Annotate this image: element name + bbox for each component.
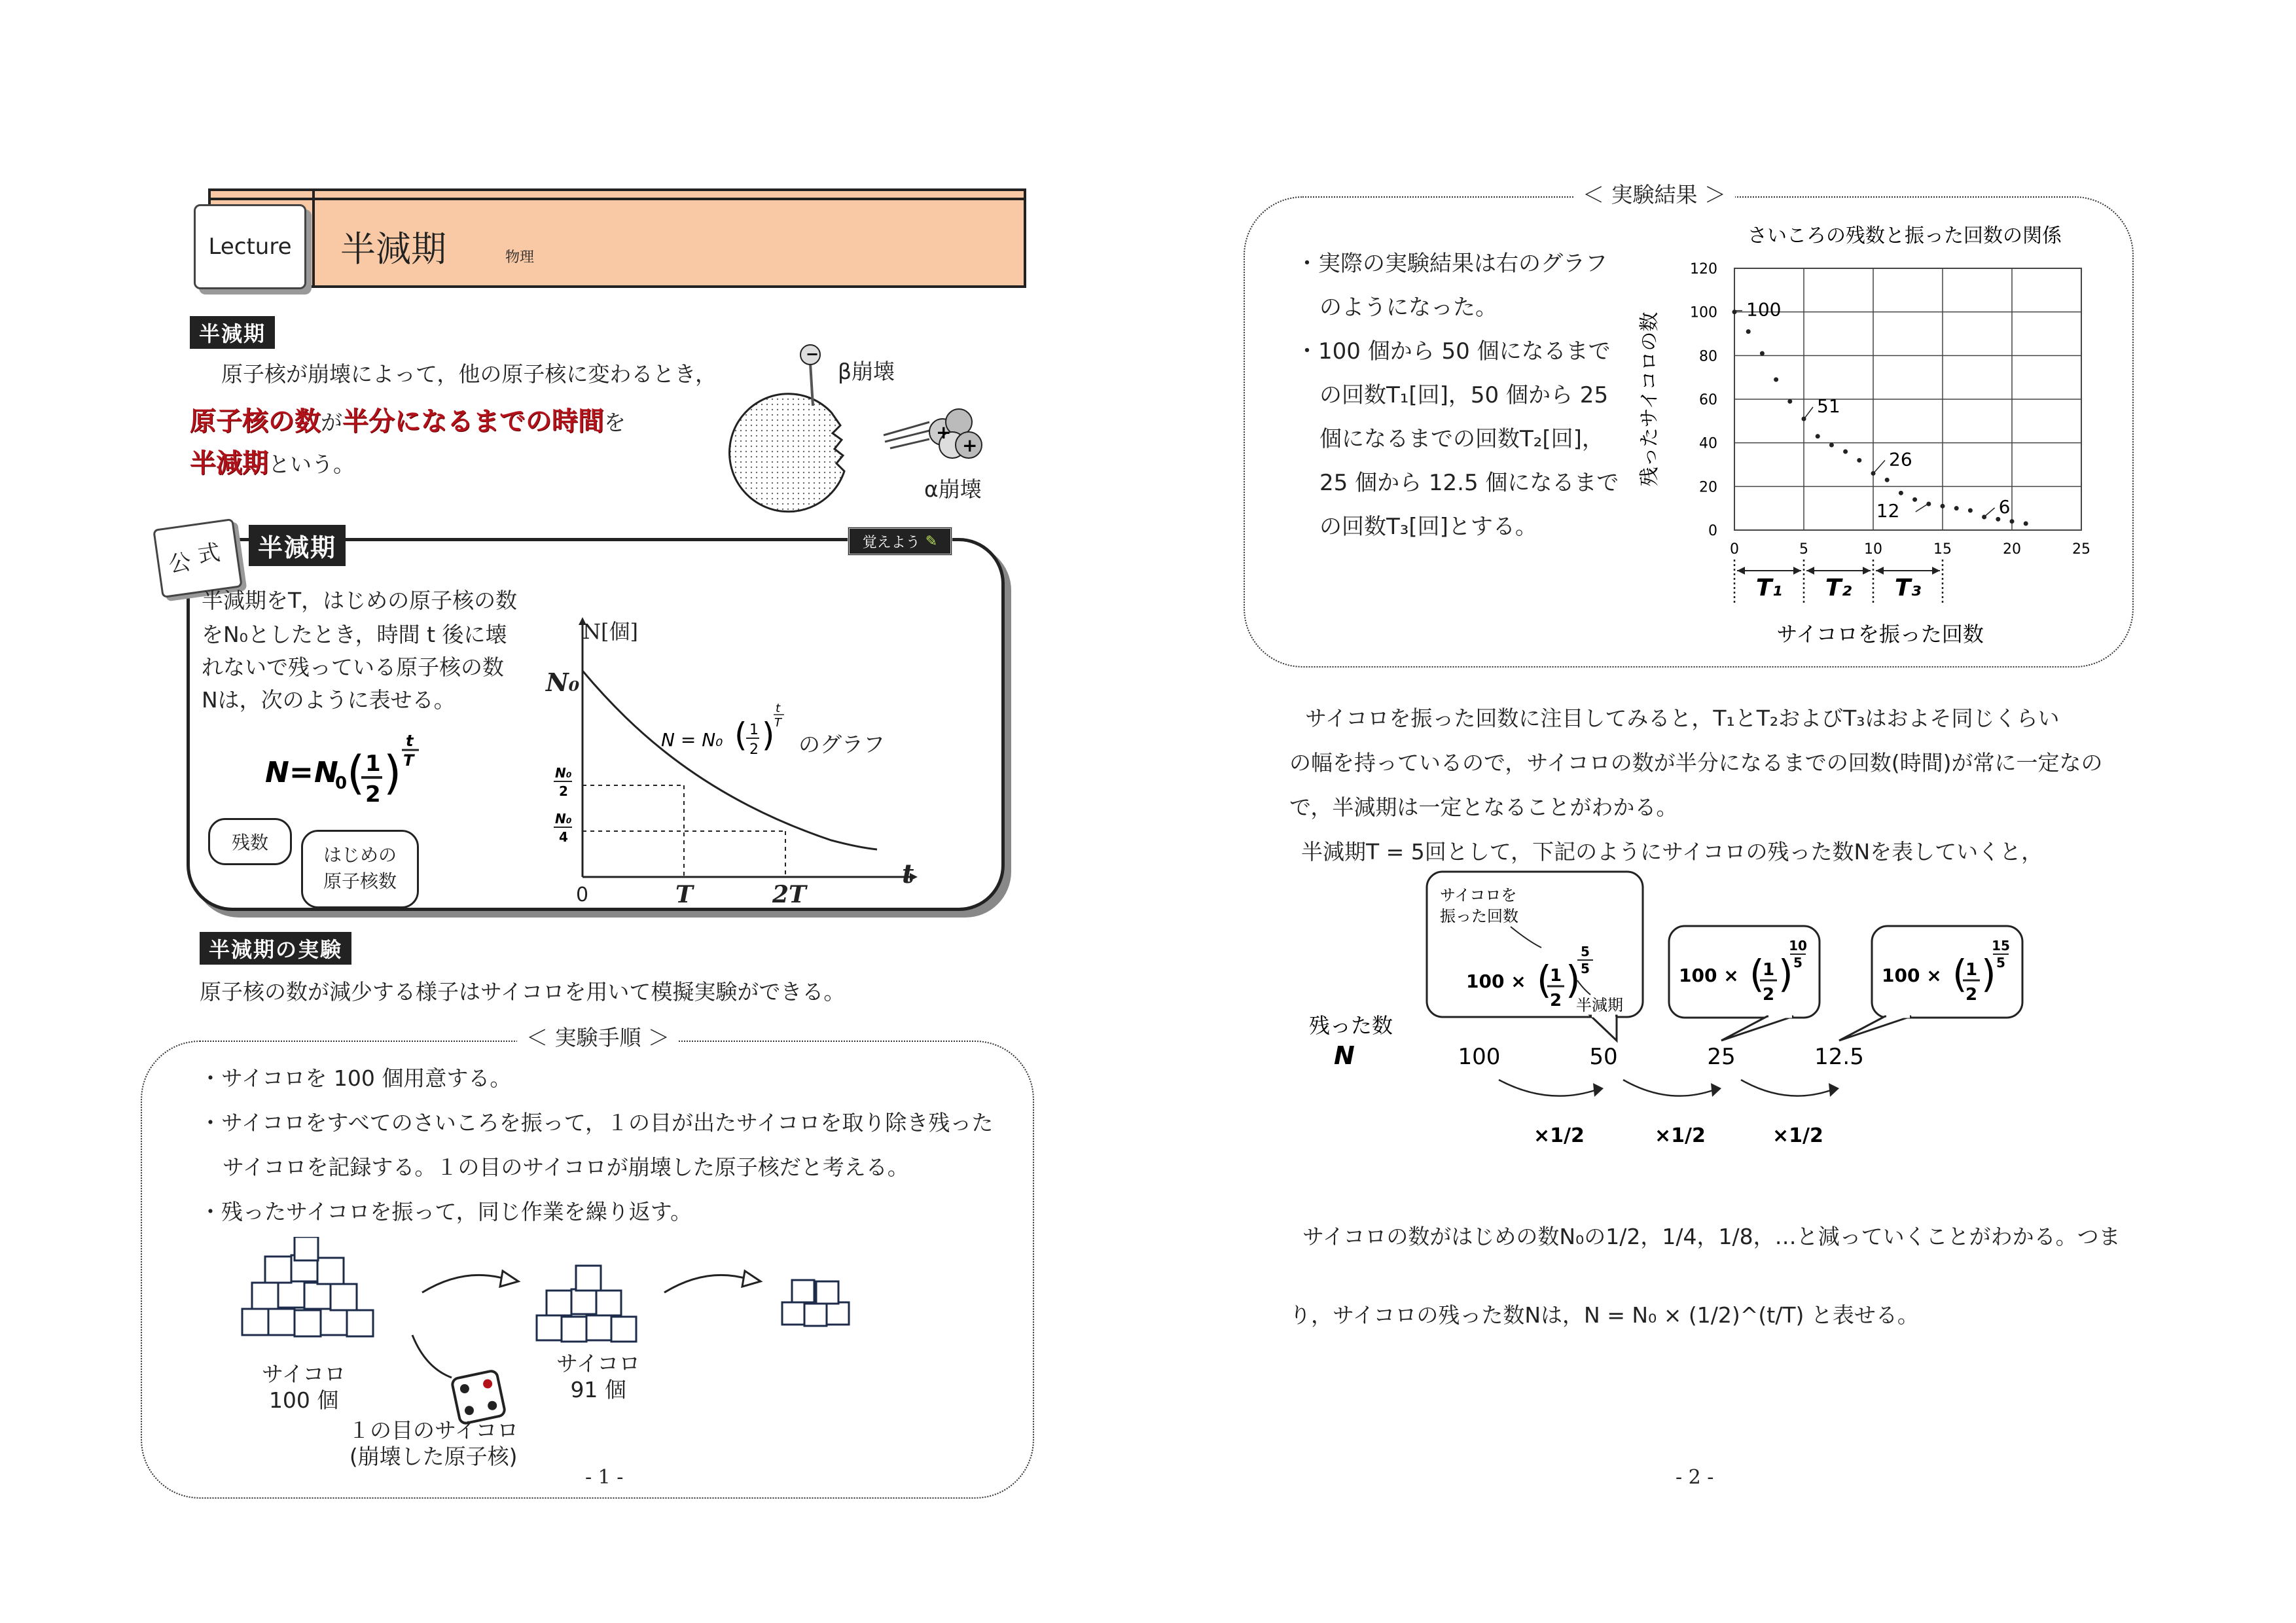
sequence-expr-paren: ) bbox=[1566, 957, 1581, 1002]
svg-text:−: − bbox=[806, 345, 819, 363]
svg-text:2: 2 bbox=[749, 741, 759, 758]
results-line-6: 25 個から 12.5 個になるまで bbox=[1319, 470, 1619, 496]
chart-xtick-label: 10 bbox=[1864, 541, 1882, 558]
chart-xlabel: サイコロを振った回数 bbox=[1776, 622, 1984, 647]
chart-annotation-label: 6 bbox=[1998, 496, 2011, 518]
results-line-5: 個になるまでの回数T₂[回]， bbox=[1319, 426, 1604, 452]
intro-line-3 bbox=[190, 442, 355, 480]
chart-point bbox=[1954, 506, 1959, 510]
chart-point bbox=[1843, 450, 1848, 454]
chart-point bbox=[1787, 399, 1792, 404]
arrow-2 bbox=[661, 1263, 766, 1302]
formula-desc-4: Nは，次のように表せる。 bbox=[202, 687, 456, 713]
chart-point bbox=[1885, 478, 1890, 482]
header-bar bbox=[208, 188, 1026, 288]
chart-point bbox=[1829, 443, 1834, 448]
sequence-expr-den: 2 bbox=[1550, 991, 1562, 1010]
body-p1-line-b: の幅を持っているので，サイコロの数が半分になるまでの回数(時間)が常に一定なの bbox=[1289, 750, 2103, 776]
intro-line-1: 原子核が崩壊によって，他の原子核に変わるとき， bbox=[221, 361, 717, 387]
svg-text:T: T bbox=[403, 751, 414, 770]
chart-ytick-label: 20 bbox=[1699, 479, 1717, 496]
dice-91-label-a: サイコロ bbox=[556, 1351, 641, 1376]
one-die-label-b: (崩壊した原子核) bbox=[349, 1443, 518, 1469]
body-p3-line-a: サイコロの数がはじめの数N₀の1/2，1/4，1/8，…と減っていくことがわかる。つま bbox=[1302, 1224, 2121, 1249]
sequence-arrow bbox=[1499, 1080, 1597, 1096]
sequence-expr-prefix: 100 × bbox=[1466, 971, 1526, 992]
sequence-expr-exp-num: 10 bbox=[1789, 938, 1807, 954]
results-line-2: のようになった。 bbox=[1319, 294, 1498, 321]
body-paragraph-1 bbox=[1289, 696, 2121, 874]
chart-period-arrowhead bbox=[1932, 567, 1940, 575]
dice-91-label bbox=[556, 1351, 640, 1402]
graph-tick-2t: 2T bbox=[772, 881, 806, 908]
page-number-1: - 1 - bbox=[580, 1466, 628, 1489]
chart-period-arrowhead bbox=[1737, 567, 1745, 575]
chart-ytick-label: 120 bbox=[1690, 261, 1717, 277]
graph-ylabel bbox=[583, 615, 638, 645]
sequence-expr-num: 1 bbox=[1965, 960, 1978, 980]
sequence-expr-exp-den: 5 bbox=[1581, 961, 1590, 976]
bubble-initial bbox=[301, 830, 419, 908]
intro-emph-half-time: 半分になるまでの時間 bbox=[342, 406, 604, 437]
chart-point bbox=[1774, 378, 1778, 382]
experiment-lead: 原子核の数が減少する様子はサイコロを用いて模擬実験ができる。 bbox=[200, 979, 846, 1005]
sequence-arrowhead bbox=[1829, 1083, 1839, 1097]
sequence-expr-exp-num: 15 bbox=[1992, 938, 2010, 954]
results-text bbox=[1296, 242, 1619, 549]
sequence-expr-paren: ) bbox=[1778, 952, 1793, 996]
formula-desc-3: れないで残っている原子核の数 bbox=[202, 654, 504, 680]
chart-annotation-leader bbox=[1916, 503, 1930, 512]
chart-xtick-label: 15 bbox=[1933, 541, 1952, 558]
chart-point bbox=[1857, 458, 1861, 463]
sequence-expr-exp-den: 5 bbox=[1793, 955, 1803, 971]
remember-text: 覚えよう bbox=[862, 534, 920, 551]
formula-desc-2: をN₀としたとき，時間 t 後に壊 bbox=[202, 622, 507, 647]
chart-point bbox=[1760, 351, 1765, 356]
header-stripe bbox=[211, 198, 1024, 200]
sequence-arrow bbox=[1741, 1080, 1833, 1096]
decay-curve bbox=[583, 671, 877, 849]
pencil-icon: ✎ bbox=[925, 533, 938, 550]
graph-caption: のグラフ bbox=[798, 732, 885, 757]
dice-pile-100 bbox=[236, 1237, 386, 1355]
graph-n0-label: N₀ bbox=[546, 668, 580, 697]
chart-annotation-leader bbox=[1986, 508, 1995, 516]
graph-xaxis-label: t bbox=[902, 859, 914, 889]
body-paragraph-3 bbox=[1289, 1198, 2127, 1355]
sequence-expr-num: 1 bbox=[1763, 960, 1775, 980]
sequence-bubble-tail bbox=[1590, 1016, 1617, 1041]
chart-xtick-label: 5 bbox=[1799, 541, 1808, 558]
header-divider bbox=[312, 191, 315, 285]
formula-badge bbox=[152, 518, 243, 598]
chart-point bbox=[2010, 519, 2015, 524]
lecture-tab: Lecture bbox=[194, 204, 306, 289]
one-die-label bbox=[348, 1418, 518, 1469]
svg-text:2: 2 bbox=[559, 783, 568, 799]
remember-badge bbox=[848, 527, 952, 556]
chart-period-label: T₃ bbox=[1894, 575, 1922, 601]
chart-xtick-label: 0 bbox=[1730, 541, 1739, 558]
intro-to-iu: という。 bbox=[268, 452, 355, 477]
graph-ylabel-text: N[個] bbox=[583, 619, 638, 644]
intro-particle-wo: を bbox=[604, 410, 626, 435]
chart-point bbox=[1746, 329, 1751, 334]
formula-tag: 半減期 bbox=[249, 525, 346, 566]
sequence-remaining-label: 残った数 bbox=[1309, 1013, 1393, 1038]
procedure-step-2a: ・サイコロをすべてのさいころを振って，１の目が出たサイコロを取り除き残った bbox=[200, 1110, 994, 1135]
halving-sequence-diagram bbox=[1302, 864, 2049, 1165]
svg-text:N = N₀: N = N₀ bbox=[661, 729, 723, 751]
intro-line-2 bbox=[190, 401, 626, 438]
chart-title: さいころの残数と振った回数の関係 bbox=[1748, 224, 2062, 247]
results-title: ＜ 実験結果 ＞ bbox=[1573, 182, 1735, 208]
alpha-decay-label: α崩壊 bbox=[924, 476, 982, 502]
svg-text:=: = bbox=[289, 756, 314, 789]
svg-text:N: N bbox=[265, 756, 289, 789]
svg-text:2: 2 bbox=[365, 781, 381, 808]
sequence-expr-paren: ) bbox=[1981, 952, 1996, 996]
svg-text:): ) bbox=[762, 716, 775, 754]
sequence-half-label: 半減期 bbox=[1576, 996, 1623, 1014]
chart-period-arrowhead bbox=[1863, 567, 1871, 575]
subject-label: 物理 bbox=[505, 249, 535, 266]
chart-period-arrowhead bbox=[1876, 567, 1884, 575]
svg-text:+: + bbox=[936, 421, 952, 443]
results-line-4: の回数T₁[回]，50 個から 25 bbox=[1319, 382, 1609, 408]
sequence-note-line1: サイコロを bbox=[1440, 886, 1517, 904]
sequence-n-label: N bbox=[1334, 1041, 1355, 1070]
body-p2: 半減期T = 5回として，下記のようにサイコロの残った数Nを表していくと， bbox=[1301, 839, 2043, 865]
bubble-initial-line1: はじめの bbox=[323, 844, 397, 866]
bubble-initial-line2: 原子核数 bbox=[323, 870, 397, 892]
chart-ylabel: 残ったサイコロの数 bbox=[1638, 312, 1661, 487]
formula-badge-shiki: 式 bbox=[196, 539, 222, 569]
dice-100-label bbox=[262, 1361, 346, 1413]
sequence-multiplier: ×1/2 bbox=[1655, 1124, 1706, 1147]
sequence-expr-exp-den: 5 bbox=[1996, 955, 2005, 971]
chart-xtick-label: 25 bbox=[2072, 541, 2090, 558]
chart-annotation-leader bbox=[1874, 460, 1885, 472]
sequence-expr-den: 2 bbox=[1763, 985, 1775, 1005]
dice-100-label-b: 100 個 bbox=[268, 1387, 339, 1413]
formula-badge-kou: 公 bbox=[167, 548, 193, 579]
chart-period-arrowhead bbox=[1806, 567, 1814, 575]
beta-decay-label: β崩壊 bbox=[838, 359, 895, 384]
svg-text:4: 4 bbox=[559, 829, 568, 845]
svg-text:): ) bbox=[384, 746, 402, 800]
results-line-3: ・100 個から 50 個になるまで bbox=[1296, 338, 1611, 365]
intro-particle-ga: が bbox=[321, 410, 342, 435]
page-title: 半減期 bbox=[340, 228, 446, 270]
chart-ytick-label: 40 bbox=[1699, 435, 1717, 452]
chart-ytick-label: 80 bbox=[1699, 348, 1717, 365]
sequence-value: 25 bbox=[1707, 1044, 1736, 1070]
chart-point bbox=[1899, 491, 1903, 495]
chart-annotation-leader bbox=[1805, 407, 1813, 418]
sequence-expr-paren: ( bbox=[1952, 952, 1967, 996]
chart-annotation-label: 12 bbox=[1876, 500, 1900, 522]
sequence-multiplier: ×1/2 bbox=[1534, 1124, 1585, 1147]
sequence-bubble-tail bbox=[1721, 1016, 1793, 1041]
svg-text:(: ( bbox=[347, 746, 365, 800]
sequence-expr-paren: ( bbox=[1749, 952, 1765, 996]
section-tag-halflife: 半減期 bbox=[190, 316, 275, 349]
svg-text:1: 1 bbox=[749, 722, 759, 738]
single-die-icon bbox=[406, 1329, 517, 1427]
sequence-expr-prefix: 100 × bbox=[1679, 965, 1739, 986]
formula-desc-1: 半減期をT，はじめの原子核の数 bbox=[202, 588, 518, 613]
sequence-expr-den: 2 bbox=[1965, 985, 1978, 1005]
intro-emph-nucleus-count: 原子核の数 bbox=[190, 406, 321, 437]
chart-annotation-label: 51 bbox=[1817, 395, 1840, 417]
chart-point bbox=[1912, 497, 1917, 502]
svg-text:0: 0 bbox=[335, 774, 348, 793]
svg-text:N: N bbox=[314, 756, 338, 789]
chart-point bbox=[1816, 434, 1820, 438]
intro-emph-halflife: 半減期 bbox=[190, 448, 268, 478]
page-number-2: - 2 - bbox=[1676, 1466, 1714, 1489]
sequence-arrowhead bbox=[1593, 1083, 1604, 1097]
sequence-bubble-tail bbox=[1839, 1016, 1911, 1041]
chart-period-label: T₁ bbox=[1755, 575, 1783, 601]
sequence-expr-paren: ( bbox=[1537, 957, 1552, 1002]
chart-annotation-label: 26 bbox=[1889, 448, 1912, 471]
body-p3-line-b: り，サイコロの残った数Nは，N = N₀ × (1/2)^(t/T) と表せる。 bbox=[1289, 1302, 1919, 1328]
body-p1-line-c: で，半減期は一定となることがわかる。 bbox=[1289, 794, 1678, 820]
results-line-7: の回数T₃[回]とする。 bbox=[1319, 514, 1537, 540]
graph-tick-t: T bbox=[675, 881, 693, 908]
sequence-expr-num: 1 bbox=[1550, 966, 1562, 986]
svg-text:N₀: N₀ bbox=[555, 811, 572, 827]
svg-text:N₀: N₀ bbox=[555, 765, 572, 781]
chart-ytick-label: 60 bbox=[1699, 392, 1717, 408]
one-die-label-a: １の目のサイコロ bbox=[348, 1418, 519, 1443]
sequence-note-line2: 振った回数 bbox=[1440, 907, 1518, 925]
arrow-1 bbox=[419, 1263, 524, 1302]
halflife-formula bbox=[262, 726, 458, 818]
experiment-tag: 半減期の実験 bbox=[200, 932, 351, 965]
graph-origin: 0 bbox=[576, 883, 589, 906]
dice-91-label-b: 91 個 bbox=[570, 1376, 626, 1402]
svg-text:+: + bbox=[962, 435, 978, 456]
svg-text:t: t bbox=[776, 702, 781, 715]
body-p1-line-a: サイコロを振った回数に注目してみると，T₁とT₂およびT₃はおよそ同じくらい bbox=[1305, 705, 2060, 731]
sequence-value: 50 bbox=[1589, 1044, 1618, 1070]
svg-text:t: t bbox=[406, 732, 414, 750]
sequence-value: 100 bbox=[1458, 1044, 1501, 1070]
sequence-arrow bbox=[1623, 1080, 1715, 1096]
dice-100-label-a: サイコロ bbox=[262, 1361, 346, 1387]
svg-text:1: 1 bbox=[365, 751, 381, 777]
procedure-step-2b: サイコロを記録する。１の目のサイコロが崩壊した原子核だと考える。 bbox=[223, 1154, 909, 1180]
sequence-value: 12.5 bbox=[1814, 1044, 1864, 1070]
sequence-arrowhead bbox=[1711, 1083, 1721, 1097]
results-line-1: ・実際の実験結果は右のグラフ bbox=[1296, 251, 1607, 277]
decay-curve-graph bbox=[537, 609, 929, 910]
chart-period-arrowhead bbox=[1793, 567, 1801, 575]
chart-ytick-label: 100 bbox=[1690, 304, 1717, 321]
procedure-step-1: ・サイコロを 100 個用意する。 bbox=[200, 1065, 512, 1091]
sequence-expr-exp-num: 5 bbox=[1581, 944, 1590, 959]
chart-point bbox=[2024, 522, 2028, 526]
sequence-expr-prefix: 100 × bbox=[1882, 965, 1942, 986]
procedure-step-3: ・残ったサイコロを振って，同じ作業を繰り返す。 bbox=[200, 1199, 692, 1224]
chart-annotation-label: 100 bbox=[1746, 298, 1782, 321]
chart-xtick-label: 20 bbox=[2003, 541, 2021, 558]
dice-pile-91 bbox=[530, 1257, 655, 1348]
svg-text:(: ( bbox=[734, 716, 747, 754]
sequence-multiplier: ×1/2 bbox=[1772, 1124, 1823, 1147]
svg-text:T: T bbox=[774, 716, 781, 730]
chart-period-label: T₂ bbox=[1825, 575, 1852, 601]
chart-point bbox=[1941, 504, 1945, 508]
chart-point bbox=[1968, 508, 1973, 513]
dice-pile-small bbox=[776, 1263, 874, 1335]
procedure-title: ＜ 実験手順 ＞ bbox=[517, 1025, 679, 1051]
nucleus-shape bbox=[730, 394, 844, 512]
bubble-remaining: 残数 bbox=[208, 818, 292, 865]
chart-ytick-label: 0 bbox=[1708, 523, 1717, 539]
results-scatter-chart bbox=[1630, 216, 2114, 661]
